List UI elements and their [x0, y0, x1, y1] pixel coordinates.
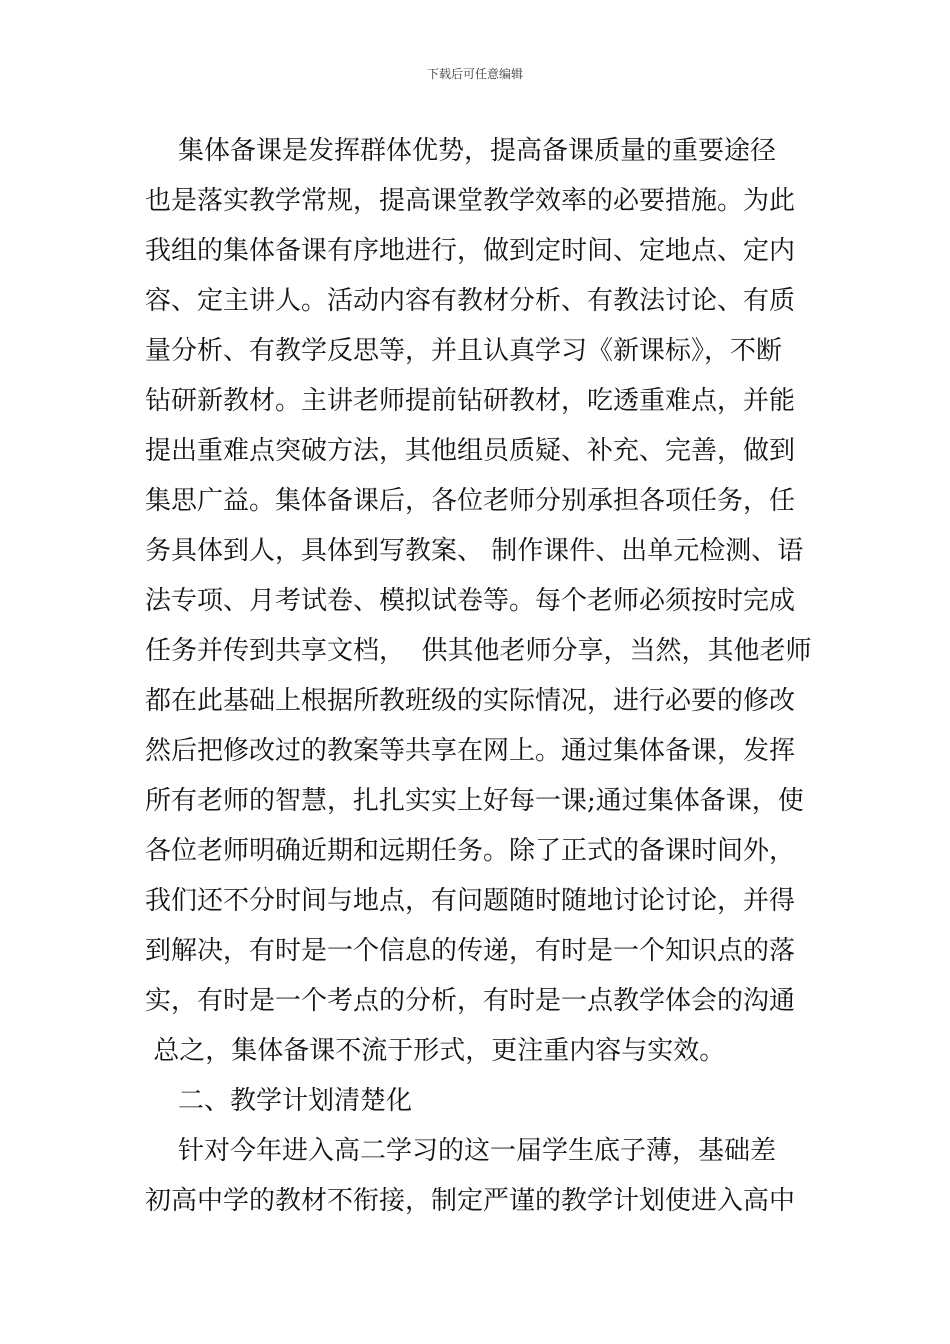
- text-line: 法专项、月考试卷、模拟试卷等。每个老师必须按时完成: [145, 586, 796, 616]
- document-body: [145, 126, 815, 1226]
- text-line: 所有老师的智慧，扎扎实实上好每一课;通过集体备课，使: [145, 786, 804, 816]
- text-line: 任务并传到共享文档， 供其他老师分享，当然，其他老师: [145, 636, 812, 666]
- text-line: 也是落实教学常规，提高课堂教学效率的必要措施。为此: [145, 186, 796, 216]
- text-line: 初高中学的教材不衔接，制定严谨的教学计划使进入高中: [145, 1186, 796, 1216]
- text-line: 都在此基础上根据所教班级的实际情况，进行必要的修改: [145, 686, 796, 716]
- text-line: 然后把修改过的教案等共享在网上。通过集体备课，发挥: [145, 736, 796, 766]
- text-line: 到解决，有时是一个信息的传递，有时是一个知识点的落: [145, 936, 796, 966]
- text-line: 容、定主讲人。活动内容有教材分析、有教法讨论、有质: [145, 286, 796, 316]
- text-line: 我们还不分时间与地点，有问题随时随地讨论讨论，并得: [145, 886, 796, 916]
- page-header: 下载后可任意编辑: [426, 67, 523, 81]
- text-line: 我组的集体备课有序地进行，做到定时间、定地点、定内: [145, 236, 796, 266]
- text-line: 集体备课是发挥群体优势，提高备课质量的重要途径: [145, 136, 777, 166]
- section-heading: 二、教学计划清楚化: [145, 1086, 413, 1116]
- text-line: 提出重难点突破方法，其他组员质疑、补充、完善，做到: [145, 436, 796, 466]
- text-line: 务具体到人，具体到写教案、 制作课件、出单元检测、语: [145, 536, 804, 566]
- text-line: 量分析、有教学反思等，并且认真学习《新课标》，不断: [145, 336, 783, 366]
- text-line: 钻研新教材。主讲老师提前钻研教材，吃透重难点，并能: [145, 386, 796, 416]
- text-line: 针对今年进入高二学习的这一届学生底子薄，基础差: [145, 1136, 777, 1166]
- text-line: 各位老师明确近期和远期任务。除了正式的备课时间外，: [145, 836, 796, 866]
- text-line: 总之，集体备课不流于形式，更注重内容与实效。: [145, 1036, 726, 1066]
- text-line: 集思广益。集体备课后，各位老师分别承担各项任务，任: [145, 486, 796, 516]
- text-line: 实，有时是一个考点的分析，有时是一点教学体会的沟通: [145, 986, 796, 1016]
